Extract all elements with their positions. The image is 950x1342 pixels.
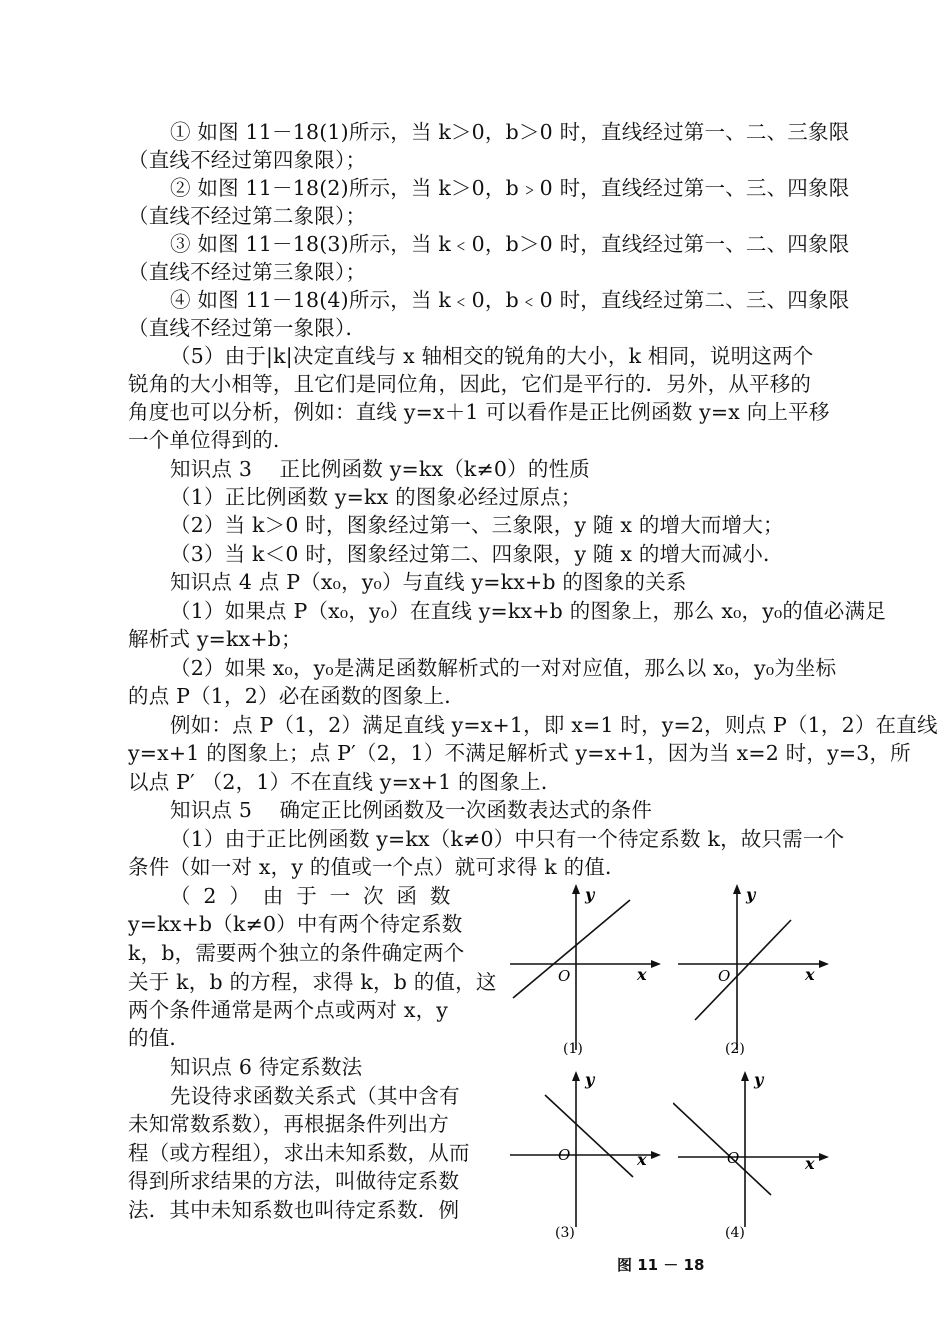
text-line: 锐角的大小相等，且它们是同位角，因此，它们是平行的．另外，从平移的 bbox=[128, 372, 812, 396]
section-heading: 知识点 3 正比例函数 y=kx（k≠0）的性质 bbox=[170, 457, 590, 481]
figure-caption: 图 11 － 18 bbox=[617, 1256, 705, 1274]
origin-label: O bbox=[727, 1149, 740, 1167]
graph-3 bbox=[505, 1065, 665, 1245]
origin-label: O bbox=[558, 1146, 571, 1164]
text-line: ② 如图 11－18(2)所示，当 k＞0，b﹥0 时，直线经过第一、三、四象限 bbox=[170, 176, 850, 200]
x-axis-label: x bbox=[637, 965, 647, 984]
line-k-pos-b-pos bbox=[513, 900, 630, 998]
text-line: （3）当 k＜0 时，图象经过第二、四象限，y 随 x 的增大而减小． bbox=[170, 542, 784, 566]
line-k-pos-b-neg bbox=[695, 920, 791, 1020]
text-line: 程（或方程组），求出未知系数，从而 bbox=[128, 1141, 470, 1165]
text-line: （5）由于|k|决定直线与 x 轴相交的锐角的大小，k 相同，说明这两个 bbox=[170, 344, 814, 368]
text-line: 的值． bbox=[128, 1026, 191, 1050]
text-line: 以点 P′ （2，1）不在直线 y=x+1 的图象上． bbox=[128, 770, 562, 794]
text-line: 一个单位得到的. bbox=[128, 428, 280, 452]
text-line: 解析式 y=kx+b； bbox=[128, 627, 302, 651]
text-line: （2）如果 x₀，y₀是满足函数解析式的一对对应值，那么以 x₀，y₀为坐标 bbox=[170, 656, 837, 680]
line-k-neg-b-pos bbox=[545, 1095, 633, 1177]
text-line: ④ 如图 11－18(4)所示，当 k﹤0，b﹤0 时，直线经过第二、三、四象限 bbox=[170, 288, 850, 312]
text-line: （1）由于正比例函数 y=kx（k≠0）中只有一个待定系数 k，故只需一个 bbox=[170, 827, 845, 851]
origin-label: O bbox=[558, 967, 571, 985]
text-line: 关于 k，b 的方程，求得 k，b 的值，这 bbox=[128, 970, 497, 994]
y-axis-label: y bbox=[754, 1070, 764, 1089]
graph-caption: (3) bbox=[555, 1225, 575, 1241]
text-line: y=kx+b（k≠0）中有两个待定系数 bbox=[128, 912, 463, 936]
text-line: 法．其中未知系数也叫待定系数．例 bbox=[128, 1198, 460, 1222]
text-line: （2）当 k＞0 时，图象经过第一、三象限，y 随 x 的增大而增大； bbox=[170, 513, 784, 537]
text-line: 先设待求函数关系式（其中含有 bbox=[170, 1084, 460, 1108]
graph-caption: (1) bbox=[563, 1041, 583, 1055]
graph-caption: (4) bbox=[725, 1225, 745, 1241]
text-line: ① 如图 11－18(1)所示，当 k＞0，b＞0 时，直线经过第一、二、三象限 bbox=[170, 120, 850, 144]
x-axis-label: x bbox=[805, 1154, 815, 1173]
text-line: k，b，需要两个独立的条件确定两个 bbox=[128, 941, 465, 965]
text-line: （1）如果点 P（x₀，y₀）在直线 y=kx+b 的图象上，那么 x₀，y₀的值必满足 bbox=[170, 599, 886, 623]
section-heading: 知识点 6 待定系数法 bbox=[170, 1055, 363, 1079]
text-line: 条件（如一对 x，y 的值或一个点）就可求得 k 的值． bbox=[128, 855, 626, 879]
text-line: （直线不经过第二象限）； bbox=[128, 204, 367, 228]
text-line: （直线不经过第三象限）； bbox=[128, 260, 367, 284]
section-heading: 知识点 5 确定正比例函数及一次函数表达式的条件 bbox=[170, 798, 653, 822]
graph-1 bbox=[505, 880, 665, 1055]
origin-label: O bbox=[718, 967, 731, 985]
y-axis-label: y bbox=[746, 885, 756, 904]
graph-caption: (2) bbox=[725, 1041, 745, 1055]
text-line: y=x+1 的图象上；点 P′（2，1）不满足解析式 y=x+1，因为当 x=2 时，y=3，所 bbox=[128, 741, 911, 765]
graph-4 bbox=[673, 1065, 833, 1245]
text-line: 角度也可以分析，例如：直线 y=x＋1 可以看作是正比例函数 y=x 向上平移 bbox=[128, 400, 830, 424]
y-axis-label: y bbox=[585, 885, 595, 904]
x-axis-label: x bbox=[637, 1150, 647, 1169]
text-line: （直线不经过第一象限）． bbox=[128, 316, 367, 340]
line-k-neg-b-neg bbox=[673, 1103, 771, 1195]
section-heading: 知识点 4 点 P（x₀，y₀）与直线 y=kx+b 的图象的关系 bbox=[170, 570, 687, 594]
text-line: 的点 P（1，2）必在函数的图象上． bbox=[128, 684, 465, 708]
y-axis-label: y bbox=[585, 1070, 595, 1089]
text-line: （1）正比例函数 y=kx 的图象必经过原点； bbox=[170, 485, 582, 509]
text-line: （直线不经过第四象限）； bbox=[128, 148, 367, 172]
text-line: 未知常数系数），再根据条件列出方 bbox=[128, 1112, 449, 1136]
text-line: 得到所求结果的方法，叫做待定系数 bbox=[128, 1169, 460, 1193]
figure-11-18 bbox=[505, 880, 835, 1280]
x-axis-label: x bbox=[805, 965, 815, 984]
text-line: 例如：点 P（1，2）满足直线 y=x+1，即 x=1 时，y=2，则点 P（1，2）在直线 bbox=[170, 713, 938, 737]
text-line: （ 2 ） 由 于 一 次 函 数 bbox=[170, 884, 451, 908]
text-line: 两个条件通常是两个点或两对 x，y bbox=[128, 998, 449, 1022]
graph-2 bbox=[673, 880, 833, 1055]
text-line: ③ 如图 11－18(3)所示，当 k﹤0，b＞0 时，直线经过第一、二、四象限 bbox=[170, 232, 850, 256]
